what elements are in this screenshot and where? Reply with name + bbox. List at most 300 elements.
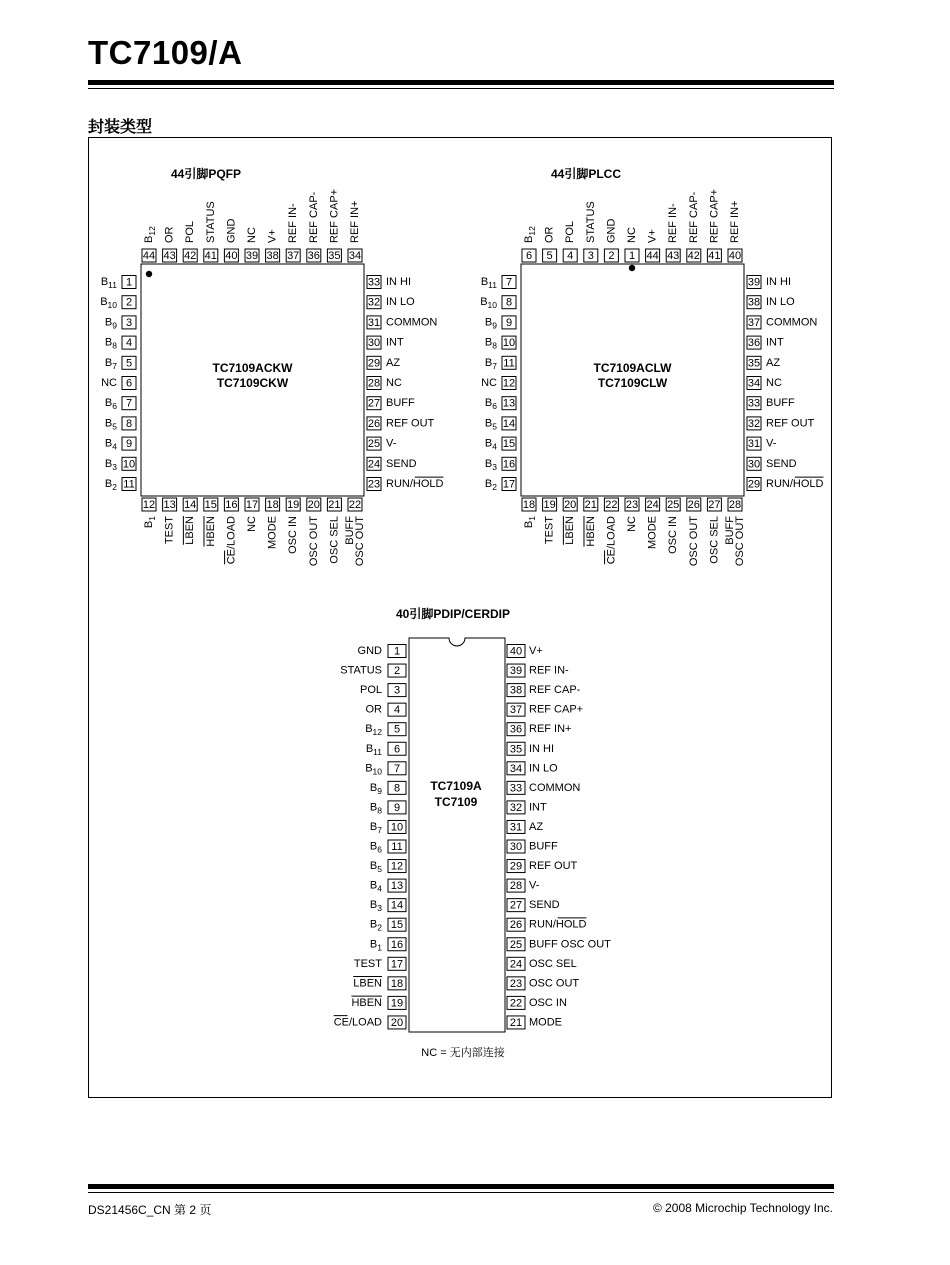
pin-label-group [354, 516, 366, 566]
pin-label-group [480, 296, 497, 310]
pin-label-ref-in: REF IN- [529, 664, 569, 677]
pin-label-b7: B7 [484, 356, 497, 371]
plcc-part-number-1: TC7109ACLW [593, 361, 672, 375]
pin-label-b3: B3 [104, 457, 117, 472]
pin-label-group [205, 201, 217, 243]
dip-part-number-1: TC7109A [430, 779, 482, 793]
pin-label-osc-out: OSC OUT [687, 516, 700, 567]
pin-number-10: 10 [390, 821, 404, 834]
pin-number-8: 8 [505, 296, 513, 309]
pin-number-34: 34 [348, 250, 362, 262]
pin-label-hben: HBEN [204, 516, 217, 547]
pin-number-25: 25 [667, 499, 680, 511]
pin-label-ref-cap: REF CAP+ [708, 188, 721, 243]
pin-number-8: 8 [125, 417, 133, 430]
pin-label-group [287, 516, 299, 554]
pin-label-mode: MODE [529, 1016, 562, 1029]
pin-number-15: 15 [390, 919, 404, 932]
pin-label-group [647, 229, 659, 243]
pin-number-38: 38 [509, 684, 523, 697]
pin-label-group [485, 438, 497, 452]
pin-label-group [667, 516, 679, 554]
pin-label-b6: B6 [104, 397, 117, 412]
pin-label-group [529, 782, 580, 794]
pin-label-group [267, 516, 279, 549]
pin-label-int: INT [766, 336, 784, 349]
pin-label-group [766, 296, 795, 308]
pin-number-8: 8 [393, 782, 401, 795]
pin-label-group [308, 191, 320, 243]
pin-number-14: 14 [184, 499, 197, 511]
pin-label-v: V+ [266, 229, 279, 243]
pin-label-group [354, 958, 382, 970]
pin-number-38: 38 [747, 296, 761, 309]
pin-label-group [386, 296, 415, 308]
pin-label-group [328, 516, 340, 564]
pin-label-group [386, 316, 437, 328]
pin-label-group [626, 516, 638, 532]
pin-label-mode: MODE [646, 516, 659, 549]
pin-number-16: 16 [225, 499, 238, 511]
pin-label-b10: B10 [100, 296, 117, 311]
pin-label-ref-in: REF IN- [667, 203, 680, 243]
pin-number-23: 23 [367, 478, 381, 491]
pin-label-in-lo: IN LO [386, 296, 415, 309]
pin-number-43: 43 [667, 250, 680, 262]
pin-number-27: 27 [708, 499, 721, 511]
pin-label-group [184, 221, 196, 243]
package-diagram-svg [89, 138, 831, 1097]
pin-label-group [164, 226, 176, 243]
pin-label-group [105, 417, 117, 431]
pin-label-hben: HBEN [584, 516, 597, 547]
pin-label-group [529, 762, 558, 774]
pin-label-send: SEND [766, 457, 797, 470]
pin-number-37: 37 [747, 316, 761, 329]
pin-label-group [334, 1016, 382, 1029]
pin-label-buff: BUFF [344, 516, 356, 545]
pin-label-nc: NC [481, 377, 497, 389]
pin-label-b2: B2 [104, 478, 117, 493]
pin-label-group [708, 189, 720, 243]
pin-label-group [105, 397, 117, 411]
pin-label-b3: B3 [484, 457, 497, 472]
pin-number-1: 1 [393, 645, 401, 658]
pin-label-group [529, 977, 579, 989]
pin-number-26: 26 [509, 919, 523, 932]
pin-label-group [328, 189, 340, 243]
pin-label-lben: LBEN [353, 977, 382, 990]
pin-label-group [523, 226, 537, 243]
pin-number-20: 20 [390, 1016, 404, 1029]
pin-label-b4: B4 [484, 437, 497, 452]
pin-label-group [529, 860, 578, 872]
pin-number-24: 24 [367, 458, 381, 471]
pin-label-send: SEND [529, 899, 560, 912]
pin-number-43: 43 [163, 250, 176, 262]
pin-number-18: 18 [266, 499, 279, 511]
pin-label-group [481, 377, 497, 389]
pin-label-nc: NC [246, 516, 258, 532]
pin-label-in-hi: IN HI [386, 276, 412, 288]
header-rule [88, 80, 834, 85]
pqfp-package [100, 166, 443, 566]
pin-label-group [688, 191, 700, 243]
pin-label-b8: B8 [104, 336, 117, 351]
pin-number-33: 33 [509, 782, 523, 795]
pin-label-ref-out: REF OUT [529, 860, 578, 873]
pin-label-b5: B5 [484, 417, 497, 432]
pin-label-ref-in: REF IN- [287, 203, 300, 243]
pin-label-common: COMMON [386, 316, 438, 329]
pin-label-group [485, 478, 497, 492]
pin-label-group [370, 782, 382, 796]
pin-label-b3: B3 [369, 899, 382, 914]
pin-number-29: 29 [747, 478, 761, 491]
pin-number-19: 19 [543, 499, 556, 511]
pin-label-ce-load: CE/LOAD [225, 516, 238, 565]
pin-number-9: 9 [125, 438, 133, 451]
pin-label-group [523, 516, 537, 528]
pin-number-9: 9 [505, 316, 513, 329]
pin-label-ref-cap: REF CAP- [529, 684, 581, 697]
pin-number-42: 42 [184, 250, 197, 262]
pin-label-group [386, 477, 444, 490]
pin-label-nc: NC [246, 227, 258, 243]
pin-label-group [246, 516, 258, 532]
pin-label-group [529, 880, 540, 892]
pin-label-az: AZ [386, 356, 401, 369]
pin-label-group [529, 958, 577, 970]
pin-label-group [729, 201, 741, 243]
pin-number-9: 9 [393, 801, 401, 814]
pin-label-ref-cap: REF CAP- [307, 191, 320, 243]
pin-label-run-hold: RUN/HOLD [766, 478, 824, 490]
pin-label-buff-osc-out: BUFF OSC OUT [529, 938, 611, 951]
pin-label-nc: NC [626, 516, 638, 532]
pin-number-11: 11 [123, 478, 135, 491]
pin-label-v: V- [766, 437, 777, 450]
pin-number-6: 6 [393, 743, 401, 756]
pin-label-group [143, 516, 157, 528]
pin-label-group [164, 516, 176, 544]
pin-label-group [105, 458, 117, 472]
pin-label-group [485, 458, 497, 472]
pin-label-group [183, 516, 196, 545]
pin-label-group [688, 516, 700, 566]
pin-number-30: 30 [509, 841, 523, 853]
pin-number-19: 19 [390, 997, 404, 1010]
pin-label-group [370, 919, 382, 933]
pin-label-osc-sel: OSC SEL [708, 516, 721, 564]
pin-label-run-hold: RUN/HOLD [386, 478, 444, 490]
pin-number-14: 14 [502, 417, 516, 430]
pin-label-group [366, 743, 382, 757]
pin-number-10: 10 [502, 337, 516, 350]
pin-number-40: 40 [225, 250, 238, 262]
doc-number: DS21456C_CN 第 2 页 [88, 1203, 212, 1217]
pin-number-5: 5 [546, 250, 553, 262]
pin-number-18: 18 [522, 499, 536, 511]
pin-label-group [544, 516, 556, 544]
pin-label-group [101, 276, 117, 290]
pin-label-group [529, 821, 543, 833]
pin-label-osc-in: OSC IN [529, 996, 567, 1009]
pin-label-group [708, 516, 720, 564]
package-types-figure [88, 137, 832, 1098]
pin-number-21: 21 [584, 499, 597, 511]
pin-number-37: 37 [509, 704, 523, 717]
pin-number-15: 15 [502, 438, 516, 451]
pin-label-b9: B9 [104, 316, 117, 331]
pin-label-ref-in: REF IN+ [729, 200, 741, 243]
pin-label-group [626, 227, 638, 243]
pin-label-status: STATUS [340, 664, 382, 677]
pin-label-v: V+ [646, 229, 659, 243]
pin-number-7: 7 [393, 762, 401, 775]
pin-label-nc: NC [766, 377, 782, 389]
pin-number-6: 6 [525, 250, 533, 262]
pin-label-group [584, 516, 597, 547]
pin-label-b1: B1 [143, 516, 158, 529]
pin-label-group [105, 438, 117, 452]
pin-number-33: 33 [367, 276, 381, 289]
pin-number-31: 31 [747, 438, 761, 451]
pin-label-group [358, 645, 383, 657]
pin-label-group [340, 665, 382, 677]
pin-label-b1: B1 [523, 516, 538, 529]
pin-number-31: 31 [367, 316, 381, 329]
pin-label-group [766, 337, 784, 349]
pin-label-osc-out: OSC OUT [354, 516, 366, 567]
nc-note: NC = 无内部连接 [421, 1047, 505, 1059]
pin-label-group [386, 458, 417, 470]
pin1-indicator-dot [629, 265, 635, 271]
pin-label-group [529, 665, 569, 677]
pin-label-group [529, 899, 560, 911]
pin-label-int: INT [529, 801, 547, 814]
pin-number-1: 1 [628, 250, 636, 262]
pin-label-mode: MODE [266, 516, 279, 549]
pin-label-group [386, 357, 400, 369]
pin-label-group [766, 417, 815, 429]
pin-label-nc: NC [626, 227, 638, 243]
pin-label-or: OR [543, 226, 556, 243]
pin-number-36: 36 [747, 337, 761, 350]
pin-label-buff: BUFF [529, 840, 558, 853]
pin-number-28: 28 [728, 499, 742, 511]
pin-label-group [766, 276, 791, 288]
pin-label-b11: B11 [100, 276, 117, 291]
pin1-indicator-dot [146, 271, 152, 277]
pin-label-group [529, 1016, 562, 1028]
pin-label-ref-in: REF IN+ [529, 723, 572, 736]
pin-number-35: 35 [328, 250, 341, 262]
pin-label-b8: B8 [369, 801, 382, 816]
pin-label-group [585, 201, 597, 243]
pin-number-12: 12 [142, 499, 156, 511]
pin-number-3: 3 [587, 250, 594, 262]
pin-label-group [370, 880, 382, 894]
pin-label-group [485, 397, 497, 411]
pin-label-common: COMMON [766, 316, 818, 329]
pin-number-4: 4 [125, 337, 133, 350]
pin-label-in-lo: IN LO [529, 762, 558, 775]
pin-label-b7: B7 [369, 820, 382, 836]
pin-label-group [351, 996, 382, 1009]
pin-number-37: 37 [287, 250, 300, 262]
pin-label-group [204, 516, 217, 547]
pin-label-group [485, 316, 497, 330]
pin-label-group [360, 684, 382, 696]
pin-label-group [605, 516, 618, 564]
pin-number-36: 36 [307, 250, 320, 262]
pin-label-group [370, 860, 382, 874]
pin-label-group [386, 438, 397, 450]
pin-number-32: 32 [509, 801, 523, 814]
pin-label-b9: B9 [484, 316, 497, 331]
pin-number-5: 5 [393, 723, 401, 736]
pin-label-group [143, 226, 157, 243]
pin-label-group [529, 801, 547, 813]
pin-label-group [647, 516, 659, 549]
pin-label-test: TEST [543, 516, 556, 545]
pin-label-in-hi: IN HI [766, 276, 792, 288]
pin-label-ce-load: CE/LOAD [333, 1016, 382, 1029]
pin-label-run-hold: RUN/HOLD [529, 918, 587, 931]
pin-label-group [529, 645, 543, 657]
pin-label-group [353, 977, 382, 990]
pin-label-b8: B8 [484, 336, 497, 351]
pin-label-b12: B12 [143, 226, 158, 243]
pin-number-22: 22 [605, 499, 618, 511]
pin-label-group [287, 203, 299, 243]
pin-label-b10: B10 [480, 296, 497, 311]
pin-label-group [105, 337, 117, 351]
pin-label-group [100, 296, 117, 310]
pin-label-osc-out: OSC OUT [307, 516, 320, 567]
pin-number-40: 40 [728, 250, 742, 262]
pin-number-20: 20 [307, 499, 320, 511]
pin-label-group [529, 723, 571, 735]
pin-label-b7: B7 [104, 356, 117, 371]
pin-number-29: 29 [509, 860, 523, 873]
pin-label-group [370, 841, 382, 855]
pin-number-6: 6 [125, 377, 133, 390]
pin-label-ref-out: REF OUT [766, 417, 815, 430]
pin-label-hben: HBEN [351, 996, 382, 1009]
pin-label-group [225, 219, 237, 244]
pin-label-buff: BUFF [766, 397, 795, 410]
pin-label-in-lo: IN LO [766, 296, 795, 309]
pin-number-4: 4 [393, 704, 401, 717]
pqfp-title: 44引脚PQFP [170, 167, 242, 181]
pin-number-13: 13 [163, 499, 176, 511]
pin-label-group [529, 743, 554, 755]
pin-label-ref-cap: REF CAP+ [328, 188, 341, 243]
pin-number-2: 2 [125, 296, 133, 309]
pin-label-group [105, 357, 117, 371]
pin-number-44: 44 [142, 250, 156, 262]
pin-number-16: 16 [390, 938, 404, 951]
pin-label-group [529, 684, 581, 696]
pin-label-b5: B5 [369, 860, 382, 875]
pin-label-ref-cap: REF CAP- [687, 191, 700, 243]
pin-label-az: AZ [529, 820, 544, 833]
pin-number-23: 23 [509, 977, 523, 990]
pin-label-group [365, 762, 382, 776]
pin-label-lben: LBEN [184, 516, 197, 545]
pin-number-26: 26 [367, 417, 381, 430]
pin-label-b2: B2 [369, 918, 382, 933]
pin-label-gnd: GND [605, 218, 618, 243]
pin-label-send: SEND [386, 457, 417, 470]
pin-label-ref-cap: REF CAP+ [529, 703, 584, 716]
pin-number-35: 35 [747, 357, 761, 370]
pin-number-14: 14 [390, 899, 404, 912]
pin-label-b11: B11 [365, 742, 382, 757]
pin-number-10: 10 [122, 458, 136, 471]
pin-label-group [366, 704, 383, 716]
pin-label-b4: B4 [369, 879, 382, 894]
pin-label-pol: POL [184, 220, 197, 243]
pin-number-19: 19 [287, 499, 300, 511]
pin-label-b11: B11 [480, 276, 497, 291]
pin-label-group [101, 377, 117, 389]
pin-number-25: 25 [509, 938, 523, 951]
pin-label-group [766, 316, 817, 328]
pin-label-b6: B6 [484, 397, 497, 412]
pin-number-17: 17 [502, 478, 516, 491]
copyright: © 2008 Microchip Technology Inc. [652, 1201, 833, 1215]
pin-number-29: 29 [367, 357, 381, 370]
pin-label-group [734, 516, 746, 566]
pin-number-21: 21 [509, 1016, 523, 1029]
pin-number-13: 13 [502, 397, 516, 410]
pin-label-int: INT [386, 336, 404, 349]
pin-label-status: STATUS [204, 201, 217, 243]
pin-label-pol: POL [564, 220, 577, 243]
pin-number-11: 11 [503, 357, 515, 370]
pin-label-group [564, 221, 576, 243]
pin-label-group [481, 276, 497, 290]
pin-label-group [766, 438, 777, 450]
pin-label-group [246, 227, 258, 243]
plcc-part-number-2: TC7109CLW [597, 376, 668, 390]
pin-number-32: 32 [367, 296, 381, 309]
pin-label-buff: BUFF [724, 516, 736, 545]
pin-number-13: 13 [390, 880, 404, 893]
pin-label-ref-in: REF IN+ [349, 200, 361, 243]
pin-label-osc-in: OSC IN [667, 516, 680, 554]
pin-number-7: 7 [125, 397, 133, 410]
pin-number-24: 24 [646, 499, 659, 511]
pin-label-group [225, 516, 238, 564]
pin-number-41: 41 [204, 250, 217, 262]
pin-label-group [105, 316, 117, 330]
pin-label-osc-sel: OSC SEL [328, 516, 341, 564]
pin-label-group [766, 458, 797, 470]
pin-label-group [105, 478, 117, 492]
pin-label-group [386, 377, 402, 389]
pin-number-22: 22 [509, 997, 523, 1010]
dip-title: 40引脚PDIP/CERDIP [395, 607, 511, 621]
pin-label-test: TEST [353, 957, 382, 970]
pin-label-b1: B1 [369, 938, 382, 953]
pin-number-15: 15 [204, 499, 217, 511]
pin-number-22: 22 [348, 499, 362, 511]
pin-label-group [386, 337, 404, 349]
